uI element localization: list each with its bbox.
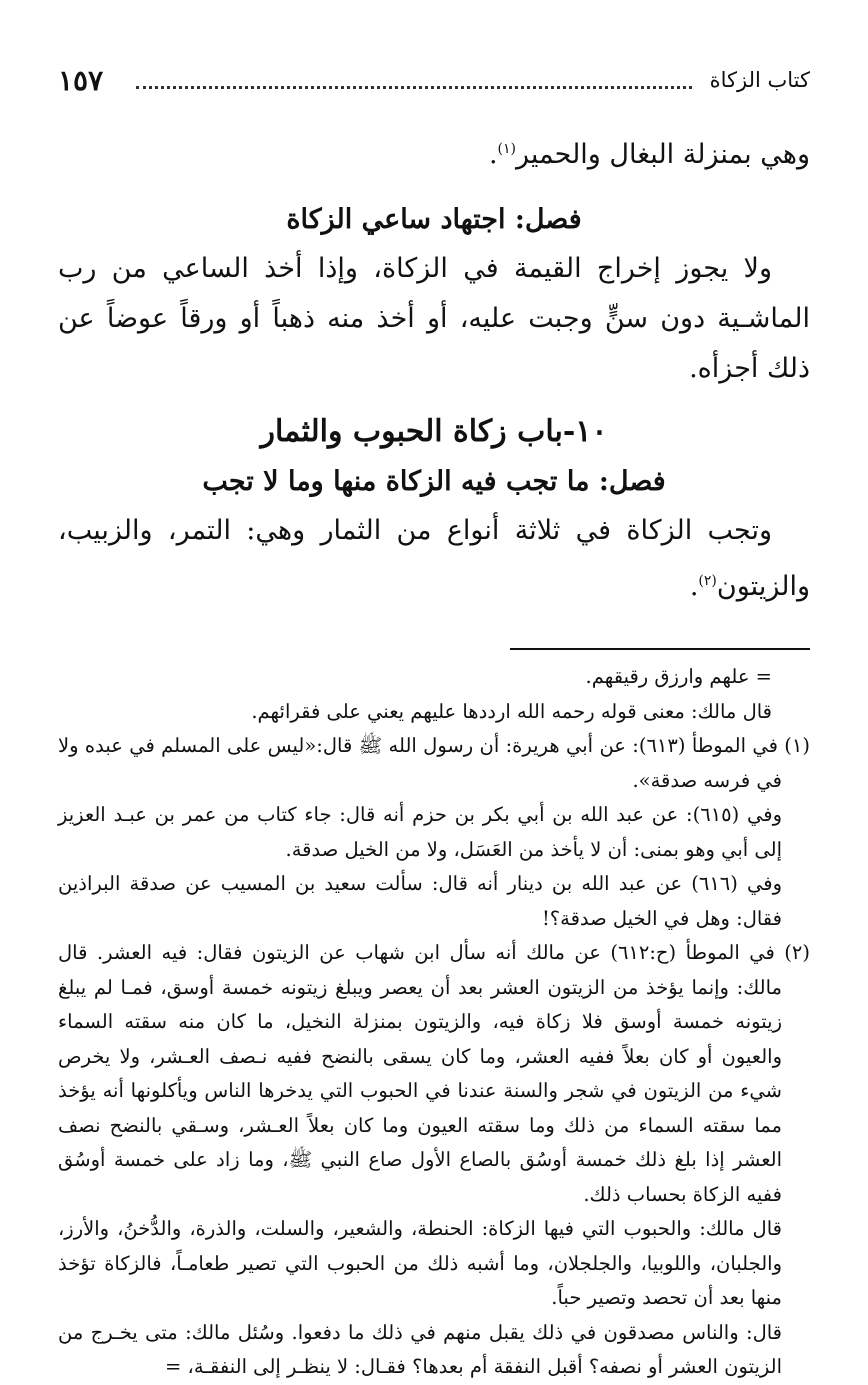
footnote-2-paragraph-3: قال: والناس مصدقون في ذلك يقبل منهم في ذلك ما دفعوا. وسُئل مالك: متى يخـرج من الزيتون العشر أو نصفه؟ أقبل النفقة أم بعدها؟ فقـال: لا ينظـر إلى النفقـة، = xyxy=(58,1320,782,1378)
paragraph-text: وهي بمنزلة البغال والحمير xyxy=(516,139,810,170)
section-heading-ijtihad: فصل: اجتهاد ساعي الزكاة xyxy=(286,204,582,235)
paragraph-continuation xyxy=(58,124,810,180)
footnotes xyxy=(58,660,810,1385)
paragraph-end: . xyxy=(488,139,498,170)
paragraph-end: . xyxy=(689,571,699,602)
paragraph-value-payment: ولا يجوز إخراج القيمة في الزكاة، وإذا أخذ الساعي من رب الماشـية دون سنٍّ وجبت عليه، أو أخذ منه ذهباً أو ورقاً عوضاً عن ذلك أجزأه. xyxy=(58,253,810,384)
paragraph-text: وتجب الزكاة في ثلاثة أنواع من الثمار وهي: التمر، والزبيب، والزيتون xyxy=(58,515,810,602)
footnote-2-text: في الموطأ (ح:٦١٢) عن مالك أنه سأل ابن شهاب عن الزيتون فقال: فيه العشر. قال مالك: وإنما يؤخذ من الزيتون العشر بعد أن يعصر ويبلغ زيتونه خمسة أوسق، فمـا لم يبلغ زيتونه خمسة أوسق فلا زكاة فيه، والزيتون بمنزلة النخيل، ما كان منه سقته السماء والعيون أو كان بعلاً ففيه العشر، وما كان يسقى بالنضح ففيه نـصف العـشر، ولا يخرص شيء من الزيتون في شجر والسنة عندنا في الحبوب التي يدخرها الناس ويأكلونها أنه يؤخذ مما سقته السماء من ذلك وما سقته العيون وما كان بعلاً العـشر، وسـقي بالنضح نصف العشر إذا بلغ ذلك خمسة أوسُق بالصاع الأول صاع النبي ﷺ، وما زاد على خمسة أوسُق ففيه الزكاة بحساب ذلك. xyxy=(58,941,782,1206)
footnote-1-paragraph-2: وفي (٦١٥): عن عبد الله بن أبي بكر بن حزم أنه قال: جاء كتاب من عمر بن عبـد العزيز إلى أبي وهو بمنى: أن لا يأخذ من العَسَل، ولا من الخيل صدقة. xyxy=(58,803,782,861)
footnote-continuation-line-1: = علهم وارزق رقيقهم. xyxy=(585,665,772,688)
page-content xyxy=(58,56,810,1385)
footnote-1-paragraph-3: وفي (٦١٦) عن عبد الله بن دينار أنه قال: سألت سعيد بن المسيب عن صدقة البراذين فقال: وهل في الخيل صدقة؟! xyxy=(58,872,782,930)
footnote-2-label: (٢) xyxy=(784,941,810,964)
section-heading-obligation: فصل: ما تجب فيه الزكاة منها وما لا تجب xyxy=(202,466,666,497)
running-title: كتاب الزكاة xyxy=(709,68,810,92)
paragraph-three-kinds xyxy=(58,506,810,612)
footnote-separator xyxy=(510,648,810,650)
footnote-1-text: في الموطأ (٦١٣): عن أبي هريرة: أن رسول الله ﷺ قال:«ليس على المسلم في عبده ولا في فرسه صدقة». xyxy=(58,734,782,792)
footnote-2 xyxy=(58,936,810,1212)
footnote-1-label: (١) xyxy=(784,734,810,757)
footnote-1 xyxy=(58,729,810,798)
footnote-ref-2[interactable]: (٢) xyxy=(698,573,717,589)
footnote-continuation-line-2: قال مالك: معنى قوله رحمه الله ارددها عليهم يعني على فقرائهم. xyxy=(251,699,772,723)
footnote-2-paragraph-2: قال مالك: والحبوب التي فيها الزكاة: الحنطة، والشعير، والسلت، والذرة، والدُّخنُ، والأرز، والجلبان، واللوبيا، والجلجلان، وما أشبه ذلك من الحبوب التي تصير طعامـاً، فالزكاة تؤخذ منها بعد أن تحصد وتصير حباً. xyxy=(58,1217,782,1309)
header-dot-leader xyxy=(136,86,692,89)
page-number: ١٥٧ xyxy=(58,64,104,97)
chapter-heading: ١٠-باب زكاة الحبوب والثمار xyxy=(260,414,608,449)
running-header xyxy=(58,56,810,102)
footnote-ref-1[interactable]: (١) xyxy=(497,141,516,157)
